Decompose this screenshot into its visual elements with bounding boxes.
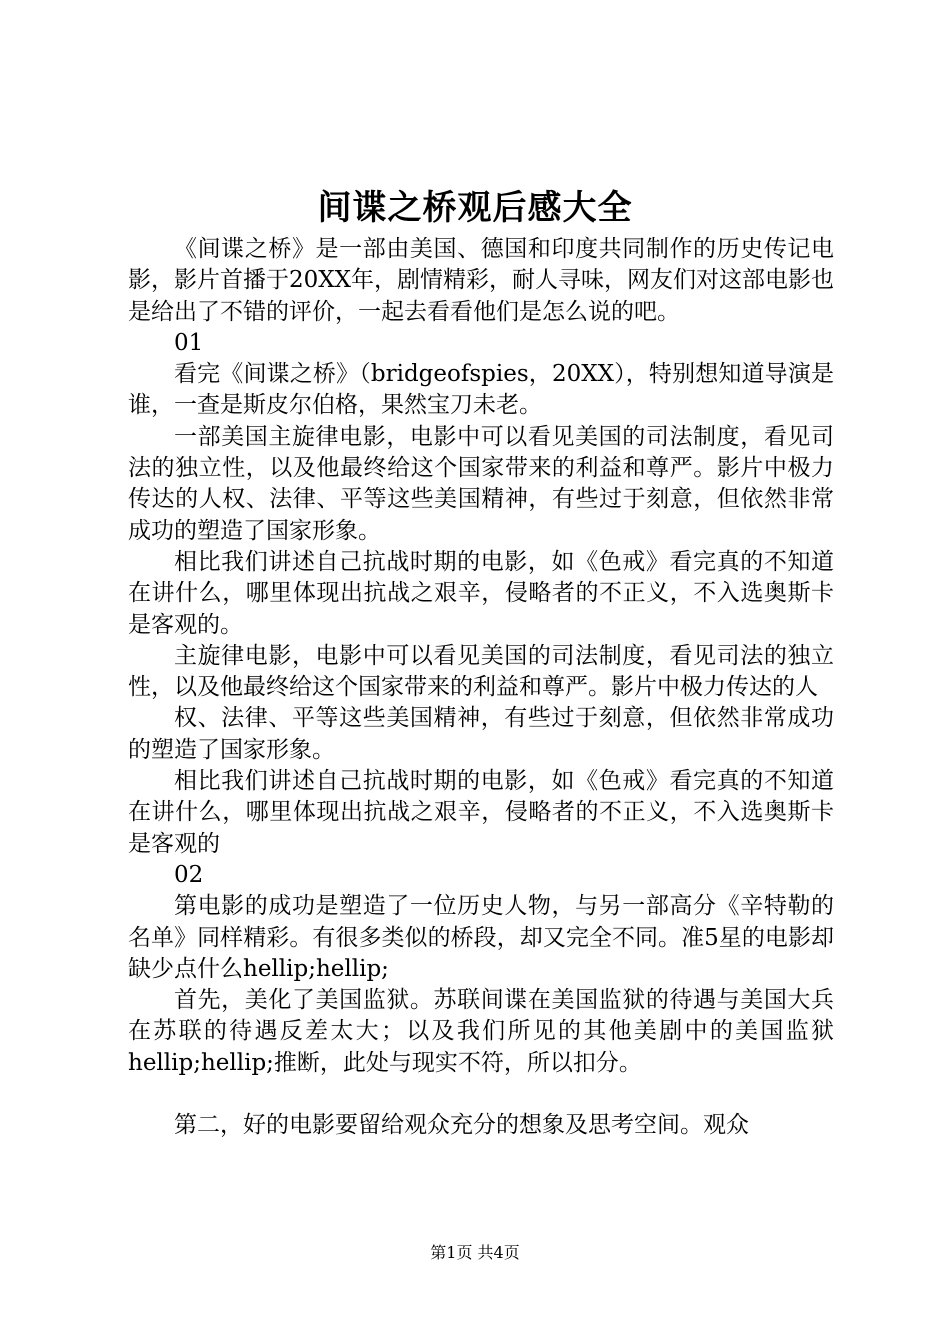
- document-body: [128, 234, 834, 1141]
- page-footer: 第1页 共4页: [430, 1243, 520, 1262]
- section-number-02: 02: [174, 861, 204, 888]
- paragraph: 第电影的成功是塑造了一位历史人物，与另一部高分《辛特勒的名单》同样精彩。有很多类似的桥段，却又完全不同。准5星的电影却缺少点什么hellip;hellip;: [128, 893, 834, 982]
- paragraph: 权、法律、平等这些美国精神，有些过于刻意，但依然非常成功的塑造了国家形象。: [128, 705, 834, 763]
- paragraph: 第二，好的电影要留给观众充分的想象及思考空间。观众: [174, 1112, 749, 1139]
- paragraph: 一部美国主旋律电影，电影中可以看见美国的司法制度，看见司法的独立性，以及他最终给这个国家带来的利益和尊严。影片中极力传达的人权、法律、平等这些美国精神，有些过于刻意，但依然非常成功的塑造了国家形象。: [128, 423, 834, 544]
- paragraph: 首先，美化了美国监狱。苏联间谍在美国监狱的待遇与美国大兵在苏联的待遇反差太大；以及我们所见的其他美剧中的美国监狱hellip;hellip;推断，此处与现实不符，所以扣分。: [128, 987, 834, 1076]
- paragraph: 相比我们讲述自己抗战时期的电影，如《色戒》看完真的不知道在讲什么，哪里体现出抗战之艰辛，侵略者的不正义，不入选奥斯卡是客观的: [128, 768, 834, 857]
- document-title: 间谍之桥观后感大全: [317, 188, 633, 228]
- paragraph: 主旋律电影，电影中可以看见美国的司法制度，看见司法的独立性，以及他最终给这个国家带来的利益和尊严。影片中极力传达的人: [128, 642, 834, 701]
- paragraph: 相比我们讲述自己抗战时期的电影，如《色戒》看完真的不知道在讲什么，哪里体现出抗战之艰辛，侵略者的不正义，不入选奥斯卡是客观的。: [128, 548, 834, 638]
- paragraph-intro: 《间谍之桥》是一部由美国、德国和印度共同制作的历史传记电影，影片首播于20XX年，剧情精彩，耐人寻味，网友们对这部电影也是给出了不错的评价，一起去看看他们是怎么说的吧。: [128, 236, 835, 325]
- section-number-01: 01: [174, 329, 204, 356]
- paragraph: 看完《间谍之桥》（bridgeofspies，20XX），特别想知道导演是谁，一查是斯皮尔伯格，果然宝刀未老。: [128, 361, 834, 419]
